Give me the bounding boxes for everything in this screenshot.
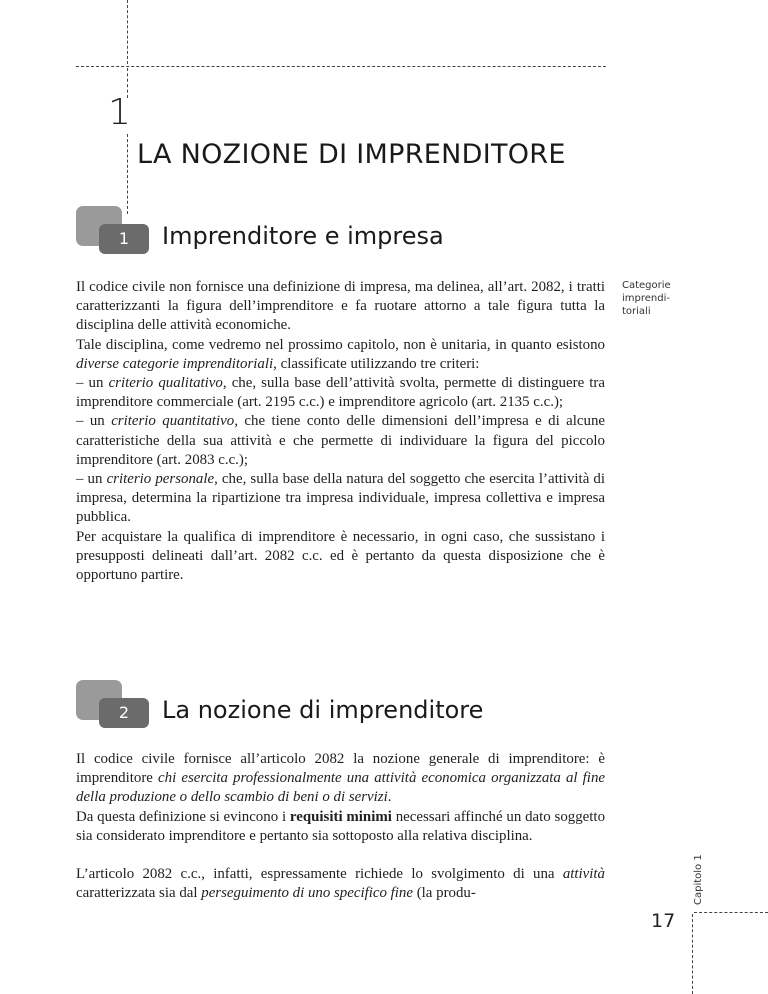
paragraph: Per acquistare la qualifica di imprenditore è necessario, in ogni caso, che sussistano i presupposti delineati dall’art. 2082 c.c. ed è pertanto da questa disposizione che è opportuno partire. [76,528,605,584]
list-item: – un criterio personale, che, sulla base della natura del soggetto che esercita l’attività di impresa, determina la ripartizione tra impresa individuale, impresa collettiva e impresa pubblica. [76,471,606,526]
paragraph: Da questa definizione si evincono i requisiti minimi necessari affinché un dato soggetto sia considerato imprenditore e pertanto sia sottoposto alla relativa disciplina. [76,808,606,844]
footer-dashed-rule-horizontal [694,912,768,913]
top-dashed-rule-vertical [127,0,128,64]
margin-note: Categorie imprendi-toriali [622,280,671,317]
list-item: – un criterio qualitativo, che, sulla base dell’attività svolta, permette di distinguere tra imprenditore commerciale (art. 2195 c.c.) e imprenditore agricolo (art. 2135 c.c.); [76,375,605,411]
section-1-body [76,278,605,585]
footer-dashed-rule-vertical [692,914,693,994]
paragraph: L’articolo 2082 c.c., infatti, espressamente richiede lo svolgimento di una attività caratterizzata sia dal perseguimento di uno specifico fine (la produ- [76,866,605,902]
paragraph: Tale disciplina, come vedremo nel prossimo capitolo, non è unitaria, in quanto esistono diverse categorie imprenditoriali, classificate utilizzando tre criteri: [76,336,605,372]
section-2-title: La nozione di imprenditore [162,696,484,724]
running-chapter-label: Capitolo 1 [693,854,704,905]
chapter-title: LA NOZIONE DI IMPRENDITORE [137,139,566,170]
list-item: – un criterio quantitativo, che tiene conto delle dimensioni dell’impresa e di alcune caratteristiche della sua attività e che permette di individuare la figura del piccolo imprenditore (art. 2083 c.c.); [76,413,606,468]
section-1-title: Imprenditore e impresa [162,222,444,250]
paragraph: Il codice civile fornisce all’articolo 2082 la nozione generale di imprenditore: è imprenditore chi esercita professionalmente una attività economica organizzata al fine della produzione o dello scambio di beni o di servizi. [76,751,605,806]
section-2-badge [76,680,150,730]
title-dashed-rule [127,134,128,214]
page-number: 17 [651,910,676,932]
section-2-body [76,750,605,903]
section-1-badge [76,206,150,256]
chapter-number: 1 [108,92,131,133]
top-dashed-rule-horizontal [76,66,606,67]
paragraph: Il codice civile non fornisce una definizione di impresa, ma delinea, all’art. 2082, i tratti caratterizzanti la figura dell’imprenditore e fa ruotare attorno a tale figura tutta la disciplina delle attività economiche. [76,279,605,334]
section-1-number: 1 [99,224,149,254]
section-2-number: 2 [99,698,149,728]
